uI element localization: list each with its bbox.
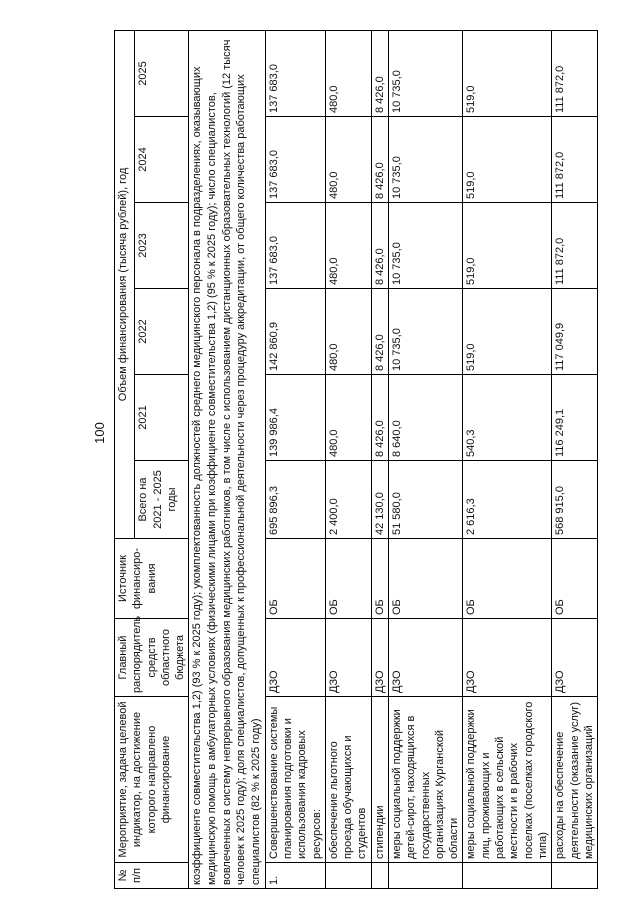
cell-total: 568 915,0 (552, 461, 598, 539)
cell-total: 2 400,0 (325, 461, 371, 539)
table-row (463, 30, 552, 888)
cell-no (463, 863, 552, 889)
cell-2021: 480,0 (325, 375, 371, 461)
table-row (371, 30, 388, 888)
cell-2024: 10 735,0 (388, 117, 462, 203)
table-row (552, 30, 598, 888)
cell-2024: 8 426,0 (371, 117, 388, 203)
cell-2021: 540,3 (463, 375, 552, 461)
cell-no (371, 863, 388, 889)
cell-2024: 111 872,0 (552, 117, 598, 203)
header-source: Источник финансиро-вания (115, 539, 189, 619)
cell-source: ОБ (463, 539, 552, 619)
cell-2022: 117 049,9 (552, 289, 598, 375)
page-number: 100 (91, 422, 107, 444)
cell-2023: 137 683,0 (265, 203, 325, 289)
cell-2025: 137 683,0 (265, 30, 325, 116)
cell-2024: 519,0 (463, 117, 552, 203)
cell-no: 1. (265, 863, 325, 889)
cell-source: ОБ (388, 539, 462, 619)
cell-2025: 8 426,0 (371, 30, 388, 116)
cell-no (325, 863, 371, 889)
cell-2023: 10 735,0 (388, 203, 462, 289)
table-row (265, 30, 325, 888)
cell-total: 2 616,3 (463, 461, 552, 539)
cell-2025: 111 872,0 (552, 30, 598, 116)
cell-manager: ДЗО (463, 619, 552, 697)
cell-source: ОБ (265, 539, 325, 619)
cell-2025: 480,0 (325, 30, 371, 116)
cell-manager: ДЗО (552, 619, 598, 697)
indicator-row (189, 30, 265, 888)
cell-total: 51 580,0 (388, 461, 462, 539)
cell-2023: 480,0 (325, 203, 371, 289)
cell-2021: 8 426,0 (371, 375, 388, 461)
cell-2025: 10 735,0 (388, 30, 462, 116)
cell-measure: Совершенствование системы планирования подготовки и использования кадровых ресурсов: (265, 697, 325, 863)
header-volume: Объем финансирования (тысяча рублей), год (115, 30, 135, 538)
cell-2021: 116 249,1 (552, 375, 598, 461)
header-row-1 (115, 30, 135, 888)
cell-measure: меры социальной поддержки лиц, проживающих и работающих в сельской местности и в рабочих поселках (поселках городского типа) (463, 697, 552, 863)
header-year-2025: 2025 (135, 30, 189, 116)
cell-2024: 137 683,0 (265, 117, 325, 203)
header-total: Всего на 2021 - 2025 годы (135, 461, 189, 539)
header-measure: Мероприятие, задача целевой индикатор, на достижение которого направлено финансирование (115, 697, 189, 863)
cell-2022: 10 735,0 (388, 289, 462, 375)
cell-manager: ДЗО (371, 619, 388, 697)
cell-2023: 519,0 (463, 203, 552, 289)
cell-total: 695 896,3 (265, 461, 325, 539)
cell-measure: меры социальной поддержки детей-сирот, находящихся в государственных организациях Курганской области (388, 697, 462, 863)
cell-2024: 480,0 (325, 117, 371, 203)
cell-source: ОБ (371, 539, 388, 619)
cell-manager: ДЗО (325, 619, 371, 697)
cell-manager: ДЗО (388, 619, 462, 697)
cell-2022: 142 860,9 (265, 289, 325, 375)
table-row (325, 30, 371, 888)
cell-2021: 8 640,0 (388, 375, 462, 461)
indicator-note: коэффициенте совместительства 1,2) (93 % к 2025 году); укомплектованность должностей среднего медицинского персонала в подразделениях, оказывающих медицинскую помощь в амбулаторных условиях (физическими лицами при коэффициенте совместительства 1,2) (95 % к 2025 году); число специалистов, вовлеченных в систему непрерывного образования медицинских работников, в том числе с использованием дистанционных образовательных технологий (12 тысяч человек к 2025 году); доля специалистов, допущенных к профессиональной деятельности через процедуру аккредитации, от общего количества работающих специалистов (82 % к 2025 году) (189, 30, 265, 888)
header-manager: Главный распорядитель средств областного бюджета (115, 619, 189, 697)
cell-no (552, 863, 598, 889)
cell-2022: 8 426,0 (371, 289, 388, 375)
header-year-2021: 2021 (135, 375, 189, 461)
cell-total: 42 130,0 (371, 461, 388, 539)
header-year-2022: 2022 (135, 289, 189, 375)
rotated-page (114, 31, 614, 889)
table-row (388, 30, 462, 888)
cell-measure: расходы на обеспечение деятельности (оказание услуг) медицинских организаций (552, 697, 598, 863)
cell-measure: стипендии (371, 697, 388, 863)
financing-table (114, 30, 598, 889)
cell-source: ОБ (325, 539, 371, 619)
cell-2023: 8 426,0 (371, 203, 388, 289)
cell-measure: обеспечение льготного проезда обучающихся и студентов (325, 697, 371, 863)
cell-2023: 111 872,0 (552, 203, 598, 289)
header-year-2024: 2024 (135, 117, 189, 203)
cell-source: ОБ (552, 539, 598, 619)
header-no: № п/п (115, 863, 189, 889)
cell-no (388, 863, 462, 889)
cell-2022: 519,0 (463, 289, 552, 375)
cell-2025: 519,0 (463, 30, 552, 116)
header-year-2023: 2023 (135, 203, 189, 289)
cell-2022: 480,0 (325, 289, 371, 375)
cell-manager: ДЗО (265, 619, 325, 697)
cell-2021: 139 986,4 (265, 375, 325, 461)
